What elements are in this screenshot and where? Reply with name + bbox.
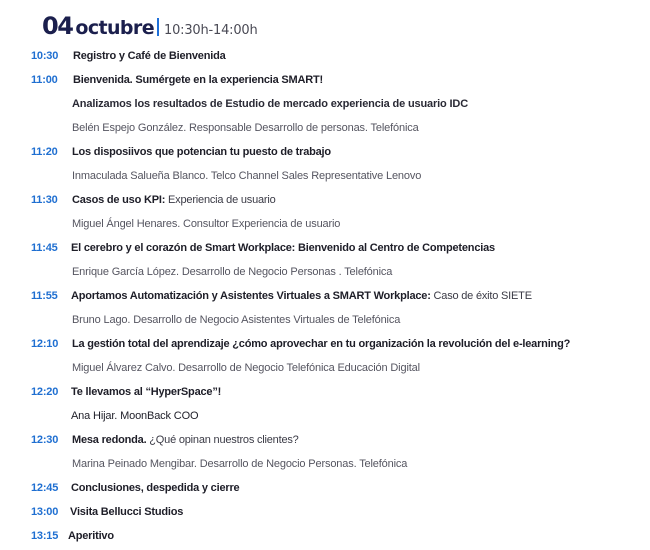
speaker: Enrique García López. Desarrollo de Negocio Personas . Telefónica [72,266,393,278]
speaker: Belén Espejo González. Responsable Desarrollo de personas. Telefónica [72,122,419,134]
agenda-time: 13:15 [31,530,59,542]
agenda-detail-row [0,260,650,284]
agenda-detail-row [0,92,650,116]
agenda-time: 11:30 [31,194,58,206]
speaker: Bruno Lago. Desarrollo de Negocio Asistentes Virtuales de Telefónica [72,314,401,326]
agenda-title-rest: Caso de éxito SIETE [430,290,532,302]
agenda-title: Conclusiones, despedida y cierre [71,482,240,494]
speaker: Marina Peinado Mengibar. Desarrollo de Negocio Personas. Telefónica [72,458,408,470]
agenda-time: 13:00 [31,506,59,518]
agenda-title: Aperitivo [68,530,114,542]
agenda-title: El cerebro y el corazón de Smart Workplace: Bienvenido al Centro de Competencias [71,242,495,254]
agenda-title: Te llevamos al “HyperSpace”! [71,386,222,398]
agenda-time: 11:20 [31,146,58,158]
event-month: octubre [75,17,154,39]
agenda-item [0,236,650,260]
agenda-title [72,428,299,452]
agenda-title-main: Casos de uso KPI: [72,194,166,206]
agenda-list [0,44,650,548]
agenda-title [72,188,276,212]
agenda-title: Los disposiivos que potencian tu puesto de trabajo [72,146,331,158]
agenda-detail-row [0,212,650,236]
agenda-item [0,140,650,164]
agenda-item [0,524,650,548]
agenda-time: 11:00 [31,74,58,86]
event-day: 04 [42,12,73,40]
agenda-detail-row [0,356,650,380]
agenda-item [0,500,650,524]
agenda-time: 12:30 [31,434,59,446]
agenda-title-main: Mesa redonda. [72,434,147,446]
agenda-item [0,44,650,68]
agenda-title: Visita Bellucci Studios [70,506,184,518]
agenda-title: Registro y Café de Bienvenida [73,50,226,62]
agenda-title-rest: ¿Qué opinan nuestros clientes? [146,434,299,446]
agenda-item [0,476,650,500]
header-divider [157,18,159,36]
agenda-subtitle: Analizamos los resultados de Estudio de mercado experiencia de usuario IDC [72,98,469,110]
speaker: Inmaculada Salueña Blanco. Telco Channel Sales Representative Lenovo [72,170,422,182]
agenda-time: 12:45 [31,482,59,494]
speaker: Miguel Álvarez Calvo. Desarrollo de Negocio Telefónica Educación Digital [72,362,420,374]
agenda-detail-row [0,452,650,476]
agenda-detail-row [0,116,650,140]
agenda-title [71,284,532,308]
date-header [42,12,258,40]
agenda-item [0,284,650,308]
agenda-time: 10:30 [31,50,59,62]
agenda-title-main: Aportamos Automatización y Asistentes Virtuales a SMART Workplace: [71,290,431,302]
agenda-item [0,332,650,356]
agenda-title: La gestión total del aprendizaje ¿cómo aprovechar en tu organización la revolución del e-learning? [72,338,571,350]
agenda-time: 11:55 [31,290,58,302]
speaker: Miguel Ángel Henares. Consultor Experiencia de usuario [72,218,341,230]
event-hours: 10:30h-14:00h [164,23,258,38]
agenda-time: 11:45 [31,242,58,254]
agenda-item [0,380,650,404]
agenda-detail-row [0,164,650,188]
agenda-time: 12:20 [31,386,59,398]
agenda-title-rest: Experiencia de usuario [165,194,276,206]
agenda-item [0,68,650,92]
agenda-detail-row [0,404,650,428]
agenda-detail-row [0,308,650,332]
agenda-title: Bienvenida. Sumérgete en la experiencia SMART! [73,74,323,86]
speaker: Ana Hijar. MoonBack COO [71,410,199,422]
agenda-item [0,428,650,452]
agenda-time: 12:10 [31,338,59,350]
agenda-item [0,188,650,212]
